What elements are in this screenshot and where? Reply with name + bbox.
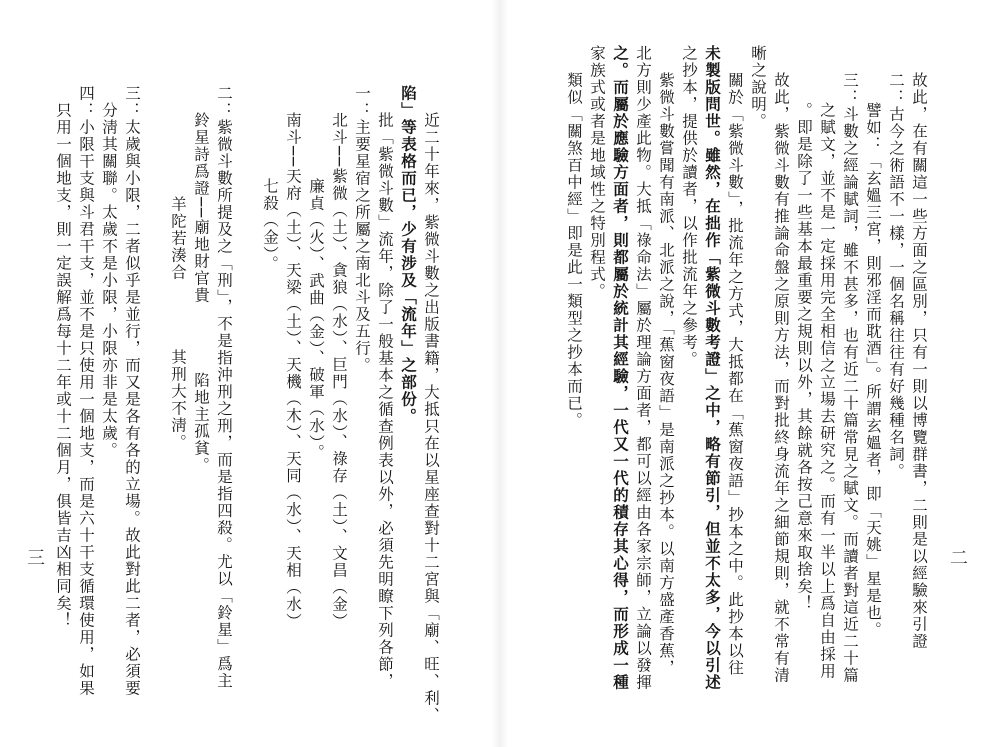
text-column: 故此，紫微斗數有推論命盤之原則方法，而對批終身流年之細節規則，就不常有清: [772, 72, 790, 684]
text-column: 羊陀若湊合 其刑大不淸。: [169, 196, 187, 451]
book-gutter: [492, 0, 508, 747]
text-column: 南斗──天府（土）、天梁（土）、天機（木）、天同（水）、天相（水）: [284, 112, 302, 630]
text-column: 近二十年來，紫微斗數之出版書籍，大抵只在以星座查對十二宮與「廟、旺、利、: [422, 112, 440, 724]
text-column: 分淸其關聯。太歲不是小限，小限亦非是太歲。: [100, 102, 118, 459]
page-number-right: 二: [947, 548, 968, 566]
text-column: 批「紫微斗數」流年，除了一般基本之循查例表以外，必須先明瞭下列各節，: [376, 112, 394, 690]
text-column: 晰之說明。: [749, 45, 767, 130]
text-column: 鈴星詩爲證──廟地財官貴 陷地主孤貧。: [192, 112, 210, 474]
text-column: 二：古今之術語不一樣，一個名稱往往有好幾種名詞。: [887, 72, 905, 480]
text-column: 紫微斗數嘗聞有南派、北派之說，「蕉窗夜語」是南派之抄本。以南方盛產香蕉，: [657, 72, 675, 677]
text-column: 關於「紫微斗數」，批流年之方式，大抵都在「蕉窗夜語」抄本之中。此抄本以往: [726, 72, 744, 677]
text-column: 未製版問世。雖然，在拙作「紫微斗數考證」之中，略有節引，但並不太多，今以引述: [703, 45, 722, 691]
text-column: 。即是除了一些基本最重要之規則以外，其餘就各按己意來取捨矣！: [795, 102, 813, 612]
text-column: 故此，在有關這一些方面之區別，只有一則以博覽群書，二則是以經驗來引證: [910, 72, 928, 650]
text-column: 廉貞（火）、武曲（金）、破軍（水）。: [307, 178, 325, 461]
text-column: 北斗──紫微（土）、貪狼（水）、巨門（水）、祿存（土）、文昌（金）: [330, 112, 348, 630]
text-column: 之賦文，並不是一定採用完全相信之立場去研究之。而有一半以上爲自由採用: [818, 102, 836, 680]
text-column: 三：太歲與小限，二者似乎是並行，而又是各有各的立場。故此對此二者，必須要: [123, 85, 141, 697]
text-column: 類似「關煞百中經」即是此一類型之抄本而已。: [565, 72, 583, 429]
text-column: 只用一個地支，則一定誤解爲每十二年或十二個月，俱皆吉凶相同矣！: [54, 102, 72, 629]
text-column: 北方則少產此物。大抵「祿命法」屬於理論方面者，都可以經由各家宗師，立論以發揮: [634, 45, 652, 691]
text-column: 七殺（金）。: [261, 178, 279, 273]
page-number-left: 三: [24, 548, 45, 566]
text-column: 陷」等表格而已，少有涉及「流年」之部份。: [399, 85, 418, 425]
text-column: 一：主要星宿之所屬之南北斗及五行。: [353, 85, 371, 374]
text-column: 之。而屬於應驗方面者，則都屬於統計其經驗，一代又一代的積存其心得，而形成一種: [611, 45, 630, 691]
text-column: 家族式或者是地域性之特別程式。: [588, 45, 606, 300]
text-column: 二：紫微斗數所提及之「刑」，不是指沖刑之刑，而是指四殺。尤以「鈴星」爲主: [215, 85, 233, 690]
text-column: 三：斗數之經論賦詞，雖不甚多，也有近二十篇常見之賦文。而讀者對這近二十篇: [841, 72, 859, 684]
text-column: 譬如：「玄媼三宮，則邪淫而耽酒」。所謂玄媼者，即「天姚」星是也。: [864, 102, 882, 639]
text-column: 四：小限干支與斗君干支，並不是只使用一個地支，而是六十干支循環使用，如果: [77, 85, 95, 697]
text-column: 之抄本，提供於讀者，以作批流年之參考。: [680, 45, 698, 368]
